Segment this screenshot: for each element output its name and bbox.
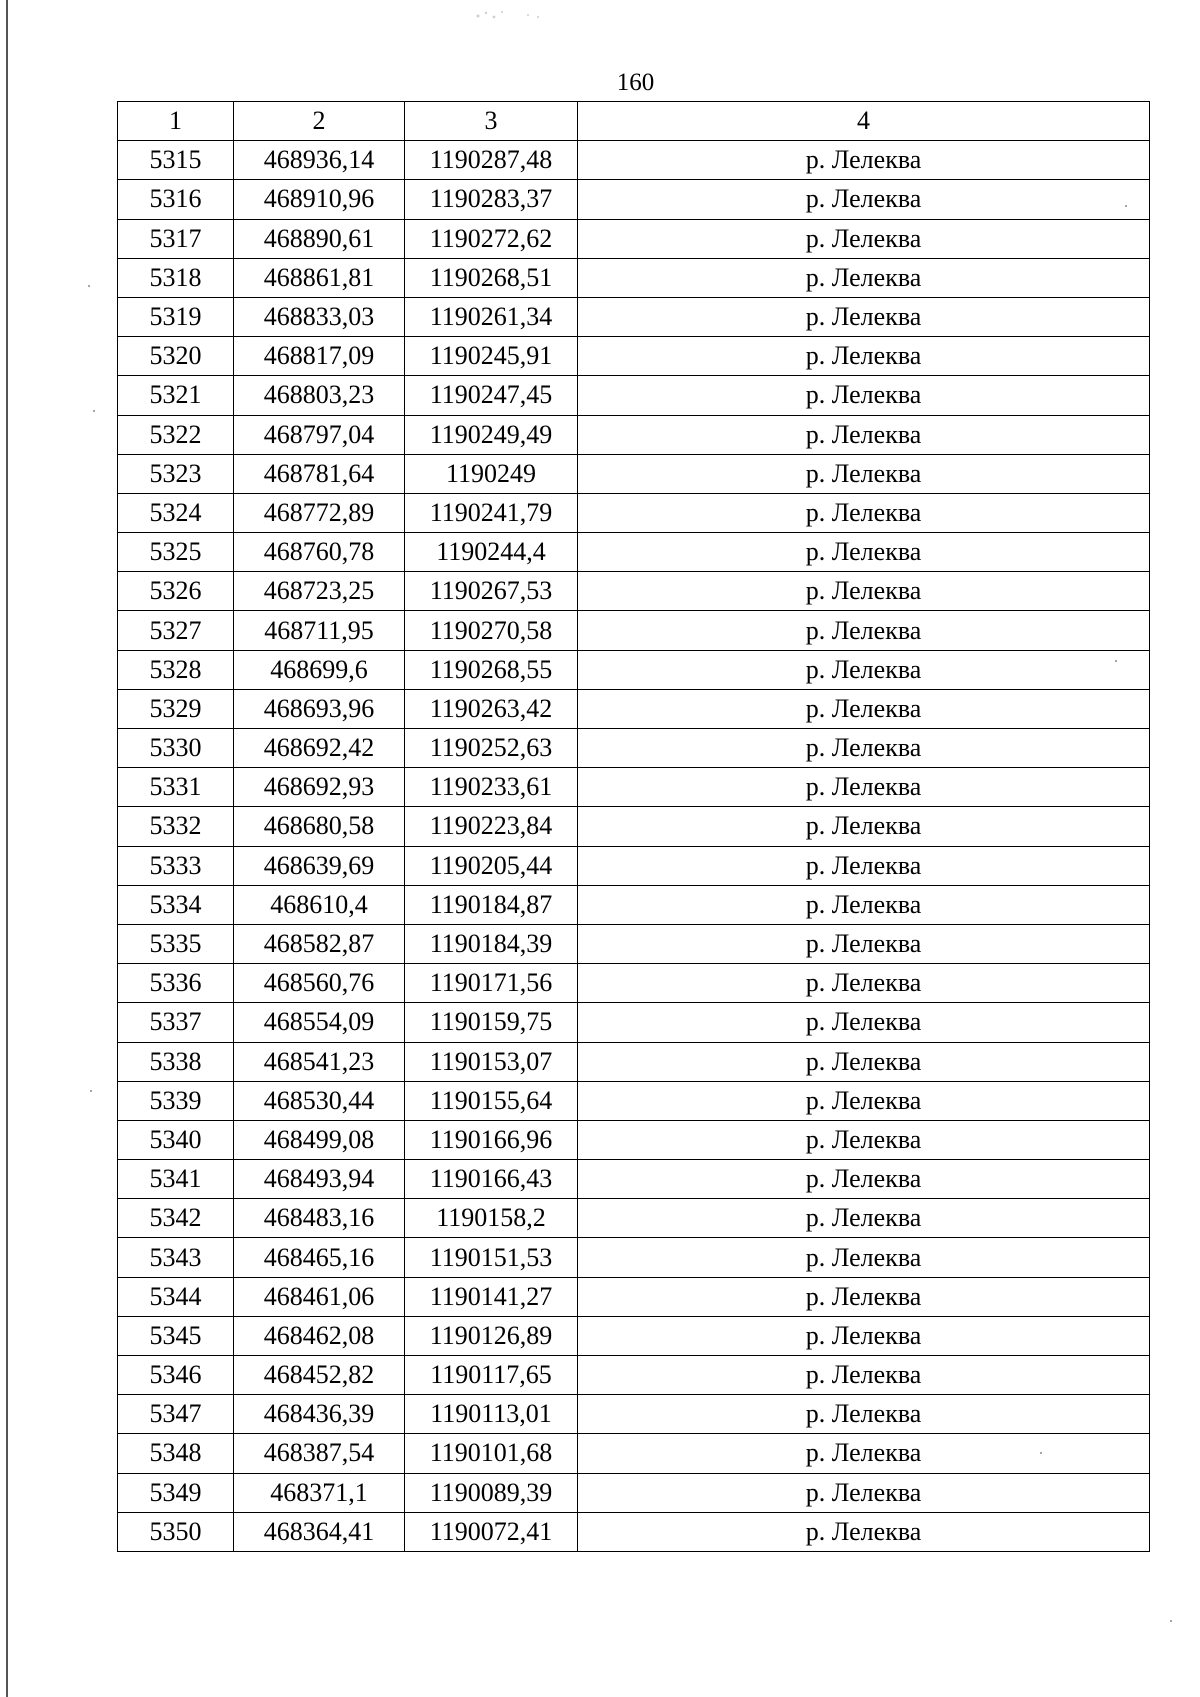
y-coordinate-cell: 1190159,75 bbox=[405, 1003, 578, 1042]
table-row bbox=[118, 376, 1150, 415]
point-number-cell: 5350 bbox=[118, 1512, 234, 1551]
x-coordinate-cell: 468387,54 bbox=[234, 1434, 405, 1473]
y-coordinate-cell: 1190245,91 bbox=[405, 337, 578, 376]
x-coordinate-cell: 468364,41 bbox=[234, 1512, 405, 1551]
y-coordinate-cell: 1190249,49 bbox=[405, 415, 578, 454]
description-cell: р. Лелеква bbox=[578, 258, 1150, 297]
y-coordinate-cell: 1190268,55 bbox=[405, 650, 578, 689]
x-coordinate-cell: 468936,14 bbox=[234, 141, 405, 180]
description-cell: р. Лелеква bbox=[578, 1238, 1150, 1277]
table-header bbox=[118, 102, 1150, 141]
description-cell: р. Лелеква bbox=[578, 493, 1150, 532]
x-coordinate-cell: 468910,96 bbox=[234, 180, 405, 219]
description-cell: р. Лелеква bbox=[578, 572, 1150, 611]
table-row bbox=[118, 846, 1150, 885]
table-row bbox=[118, 1356, 1150, 1395]
y-coordinate-cell: 1190158,2 bbox=[405, 1199, 578, 1238]
description-cell: р. Лелеква bbox=[578, 1316, 1150, 1355]
y-coordinate-cell: 1190244,4 bbox=[405, 533, 578, 572]
x-coordinate-cell: 468692,42 bbox=[234, 729, 405, 768]
table-row bbox=[118, 1395, 1150, 1434]
description-cell: р. Лелеква bbox=[578, 141, 1150, 180]
y-coordinate-cell: 1190241,79 bbox=[405, 493, 578, 532]
description-cell: р. Лелеква bbox=[578, 964, 1150, 1003]
scan-speck bbox=[88, 285, 90, 287]
point-number-cell: 5349 bbox=[118, 1473, 234, 1512]
table-row bbox=[118, 729, 1150, 768]
description-cell: р. Лелеква bbox=[578, 376, 1150, 415]
point-number-cell: 5337 bbox=[118, 1003, 234, 1042]
coordinates-table bbox=[117, 101, 1150, 1552]
table-row bbox=[118, 493, 1150, 532]
table-row bbox=[118, 885, 1150, 924]
x-coordinate-cell: 468803,23 bbox=[234, 376, 405, 415]
point-number-cell: 5327 bbox=[118, 611, 234, 650]
point-number-cell: 5321 bbox=[118, 376, 234, 415]
description-cell: р. Лелеква bbox=[578, 1003, 1150, 1042]
x-coordinate-cell: 468493,94 bbox=[234, 1160, 405, 1199]
table-row bbox=[118, 1277, 1150, 1316]
description-cell: р. Лелеква bbox=[578, 1160, 1150, 1199]
table-row bbox=[118, 650, 1150, 689]
point-number-cell: 5348 bbox=[118, 1434, 234, 1473]
point-number-cell: 5340 bbox=[118, 1120, 234, 1159]
y-coordinate-cell: 1190151,53 bbox=[405, 1238, 578, 1277]
description-cell: р. Лелеква bbox=[578, 337, 1150, 376]
x-coordinate-cell: 468817,09 bbox=[234, 337, 405, 376]
y-coordinate-cell: 1190267,53 bbox=[405, 572, 578, 611]
scan-smudge bbox=[468, 8, 548, 22]
x-coordinate-cell: 468639,69 bbox=[234, 846, 405, 885]
y-coordinate-cell: 1190184,87 bbox=[405, 885, 578, 924]
table-row bbox=[118, 454, 1150, 493]
point-number-cell: 5343 bbox=[118, 1238, 234, 1277]
point-number-cell: 5318 bbox=[118, 258, 234, 297]
description-cell: р. Лелеква bbox=[578, 1120, 1150, 1159]
point-number-cell: 5316 bbox=[118, 180, 234, 219]
table-row bbox=[118, 1160, 1150, 1199]
x-coordinate-cell: 468772,89 bbox=[234, 493, 405, 532]
y-coordinate-cell: 1190141,27 bbox=[405, 1277, 578, 1316]
scan-speck bbox=[90, 1090, 92, 1092]
x-coordinate-cell: 468760,78 bbox=[234, 533, 405, 572]
description-cell: р. Лелеква bbox=[578, 807, 1150, 846]
point-number-cell: 5333 bbox=[118, 846, 234, 885]
header-row bbox=[118, 102, 1150, 141]
x-coordinate-cell: 468797,04 bbox=[234, 415, 405, 454]
table-row bbox=[118, 180, 1150, 219]
x-coordinate-cell: 468711,95 bbox=[234, 611, 405, 650]
description-cell: р. Лелеква bbox=[578, 846, 1150, 885]
x-coordinate-cell: 468693,96 bbox=[234, 689, 405, 728]
table-row bbox=[118, 297, 1150, 336]
table-row bbox=[118, 1199, 1150, 1238]
y-coordinate-cell: 1190126,89 bbox=[405, 1316, 578, 1355]
table-row bbox=[118, 219, 1150, 258]
y-coordinate-cell: 1190223,84 bbox=[405, 807, 578, 846]
x-coordinate-cell: 468781,64 bbox=[234, 454, 405, 493]
x-coordinate-cell: 468541,23 bbox=[234, 1042, 405, 1081]
y-coordinate-cell: 1190101,68 bbox=[405, 1434, 578, 1473]
x-coordinate-cell: 468699,6 bbox=[234, 650, 405, 689]
point-number-cell: 5339 bbox=[118, 1081, 234, 1120]
point-number-cell: 5331 bbox=[118, 768, 234, 807]
scan-speck bbox=[93, 410, 95, 412]
description-cell: р. Лелеква bbox=[578, 1081, 1150, 1120]
x-coordinate-cell: 468436,39 bbox=[234, 1395, 405, 1434]
description-cell: р. Лелеква bbox=[578, 180, 1150, 219]
y-coordinate-cell: 1190072,41 bbox=[405, 1512, 578, 1551]
scan-speck bbox=[1125, 205, 1127, 207]
x-coordinate-cell: 468462,08 bbox=[234, 1316, 405, 1355]
description-cell: р. Лелеква bbox=[578, 415, 1150, 454]
y-coordinate-cell: 1190155,64 bbox=[405, 1081, 578, 1120]
x-coordinate-cell: 468530,44 bbox=[234, 1081, 405, 1120]
scan-speck bbox=[1040, 1452, 1042, 1454]
table-row bbox=[118, 1120, 1150, 1159]
y-coordinate-cell: 1190233,61 bbox=[405, 768, 578, 807]
table-row bbox=[118, 415, 1150, 454]
point-number-cell: 5326 bbox=[118, 572, 234, 611]
point-number-cell: 5338 bbox=[118, 1042, 234, 1081]
point-number-cell: 5325 bbox=[118, 533, 234, 572]
y-coordinate-cell: 1190153,07 bbox=[405, 1042, 578, 1081]
y-coordinate-cell: 1190171,56 bbox=[405, 964, 578, 1003]
description-cell: р. Лелеква bbox=[578, 297, 1150, 336]
x-coordinate-cell: 468452,82 bbox=[234, 1356, 405, 1395]
point-number-cell: 5328 bbox=[118, 650, 234, 689]
point-number-cell: 5347 bbox=[118, 1395, 234, 1434]
y-coordinate-cell: 1190268,51 bbox=[405, 258, 578, 297]
point-number-cell: 5323 bbox=[118, 454, 234, 493]
point-number-cell: 5324 bbox=[118, 493, 234, 532]
x-coordinate-cell: 468680,58 bbox=[234, 807, 405, 846]
y-coordinate-cell: 1190272,62 bbox=[405, 219, 578, 258]
y-coordinate-cell: 1190283,37 bbox=[405, 180, 578, 219]
header-col-3: 3 bbox=[405, 102, 578, 141]
table-row bbox=[118, 924, 1150, 963]
table-row bbox=[118, 611, 1150, 650]
x-coordinate-cell: 468861,81 bbox=[234, 258, 405, 297]
description-cell: р. Лелеква bbox=[578, 454, 1150, 493]
table-row bbox=[118, 807, 1150, 846]
x-coordinate-cell: 468723,25 bbox=[234, 572, 405, 611]
description-cell: р. Лелеква bbox=[578, 885, 1150, 924]
x-coordinate-cell: 468461,06 bbox=[234, 1277, 405, 1316]
table-row bbox=[118, 689, 1150, 728]
x-coordinate-cell: 468499,08 bbox=[234, 1120, 405, 1159]
y-coordinate-cell: 1190249 bbox=[405, 454, 578, 493]
y-coordinate-cell: 1190184,39 bbox=[405, 924, 578, 963]
table-row bbox=[118, 337, 1150, 376]
description-cell: р. Лелеква bbox=[578, 1199, 1150, 1238]
point-number-cell: 5329 bbox=[118, 689, 234, 728]
table-row bbox=[118, 1434, 1150, 1473]
description-cell: р. Лелеква bbox=[578, 1277, 1150, 1316]
page-number: 160 bbox=[616, 69, 655, 96]
table-row bbox=[118, 1238, 1150, 1277]
description-cell: р. Лелеква bbox=[578, 1512, 1150, 1551]
description-cell: р. Лелеква bbox=[578, 924, 1150, 963]
x-coordinate-cell: 468554,09 bbox=[234, 1003, 405, 1042]
x-coordinate-cell: 468833,03 bbox=[234, 297, 405, 336]
x-coordinate-cell: 468465,16 bbox=[234, 1238, 405, 1277]
description-cell: р. Лелеква bbox=[578, 768, 1150, 807]
description-cell: р. Лелеква bbox=[578, 689, 1150, 728]
x-coordinate-cell: 468560,76 bbox=[234, 964, 405, 1003]
scan-speck bbox=[1115, 660, 1117, 662]
point-number-cell: 5322 bbox=[118, 415, 234, 454]
description-cell: р. Лелеква bbox=[578, 533, 1150, 572]
point-number-cell: 5335 bbox=[118, 924, 234, 963]
table-row bbox=[118, 1042, 1150, 1081]
point-number-cell: 5332 bbox=[118, 807, 234, 846]
description-cell: р. Лелеква bbox=[578, 1395, 1150, 1434]
point-number-cell: 5336 bbox=[118, 964, 234, 1003]
table-row bbox=[118, 1081, 1150, 1120]
description-cell: р. Лелеква bbox=[578, 611, 1150, 650]
x-coordinate-cell: 468890,61 bbox=[234, 219, 405, 258]
y-coordinate-cell: 1190089,39 bbox=[405, 1473, 578, 1512]
y-coordinate-cell: 1190113,01 bbox=[405, 1395, 578, 1434]
table-body bbox=[118, 141, 1150, 1552]
table-row bbox=[118, 768, 1150, 807]
table-row bbox=[118, 258, 1150, 297]
point-number-cell: 5334 bbox=[118, 885, 234, 924]
point-number-cell: 5345 bbox=[118, 1316, 234, 1355]
point-number-cell: 5341 bbox=[118, 1160, 234, 1199]
description-cell: р. Лелеква bbox=[578, 729, 1150, 768]
header-col-1: 1 bbox=[118, 102, 234, 141]
x-coordinate-cell: 468371,1 bbox=[234, 1473, 405, 1512]
table-row bbox=[118, 533, 1150, 572]
point-number-cell: 5330 bbox=[118, 729, 234, 768]
x-coordinate-cell: 468610,4 bbox=[234, 885, 405, 924]
binding-edge-line bbox=[6, 0, 8, 1697]
point-number-cell: 5320 bbox=[118, 337, 234, 376]
description-cell: р. Лелеква bbox=[578, 219, 1150, 258]
y-coordinate-cell: 1190263,42 bbox=[405, 689, 578, 728]
description-cell: р. Лелеква bbox=[578, 1356, 1150, 1395]
y-coordinate-cell: 1190287,48 bbox=[405, 141, 578, 180]
table-row bbox=[118, 1473, 1150, 1512]
description-cell: р. Лелеква bbox=[578, 1434, 1150, 1473]
header-col-2: 2 bbox=[234, 102, 405, 141]
y-coordinate-cell: 1190252,63 bbox=[405, 729, 578, 768]
y-coordinate-cell: 1190166,96 bbox=[405, 1120, 578, 1159]
point-number-cell: 5319 bbox=[118, 297, 234, 336]
point-number-cell: 5315 bbox=[118, 141, 234, 180]
description-cell: р. Лелеква bbox=[578, 1473, 1150, 1512]
table-row bbox=[118, 964, 1150, 1003]
table-row bbox=[118, 572, 1150, 611]
x-coordinate-cell: 468582,87 bbox=[234, 924, 405, 963]
y-coordinate-cell: 1190261,34 bbox=[405, 297, 578, 336]
header-col-4: 4 bbox=[578, 102, 1150, 141]
table-row bbox=[118, 1512, 1150, 1551]
y-coordinate-cell: 1190166,43 bbox=[405, 1160, 578, 1199]
x-coordinate-cell: 468692,93 bbox=[234, 768, 405, 807]
point-number-cell: 5344 bbox=[118, 1277, 234, 1316]
table-row bbox=[118, 1003, 1150, 1042]
description-cell: р. Лелеква bbox=[578, 1042, 1150, 1081]
table-row bbox=[118, 1316, 1150, 1355]
scan-speck bbox=[1170, 1620, 1172, 1622]
point-number-cell: 5346 bbox=[118, 1356, 234, 1395]
table-row bbox=[118, 141, 1150, 180]
x-coordinate-cell: 468483,16 bbox=[234, 1199, 405, 1238]
y-coordinate-cell: 1190247,45 bbox=[405, 376, 578, 415]
description-cell: р. Лелеква bbox=[578, 650, 1150, 689]
point-number-cell: 5342 bbox=[118, 1199, 234, 1238]
y-coordinate-cell: 1190270,58 bbox=[405, 611, 578, 650]
y-coordinate-cell: 1190117,65 bbox=[405, 1356, 578, 1395]
y-coordinate-cell: 1190205,44 bbox=[405, 846, 578, 885]
point-number-cell: 5317 bbox=[118, 219, 234, 258]
